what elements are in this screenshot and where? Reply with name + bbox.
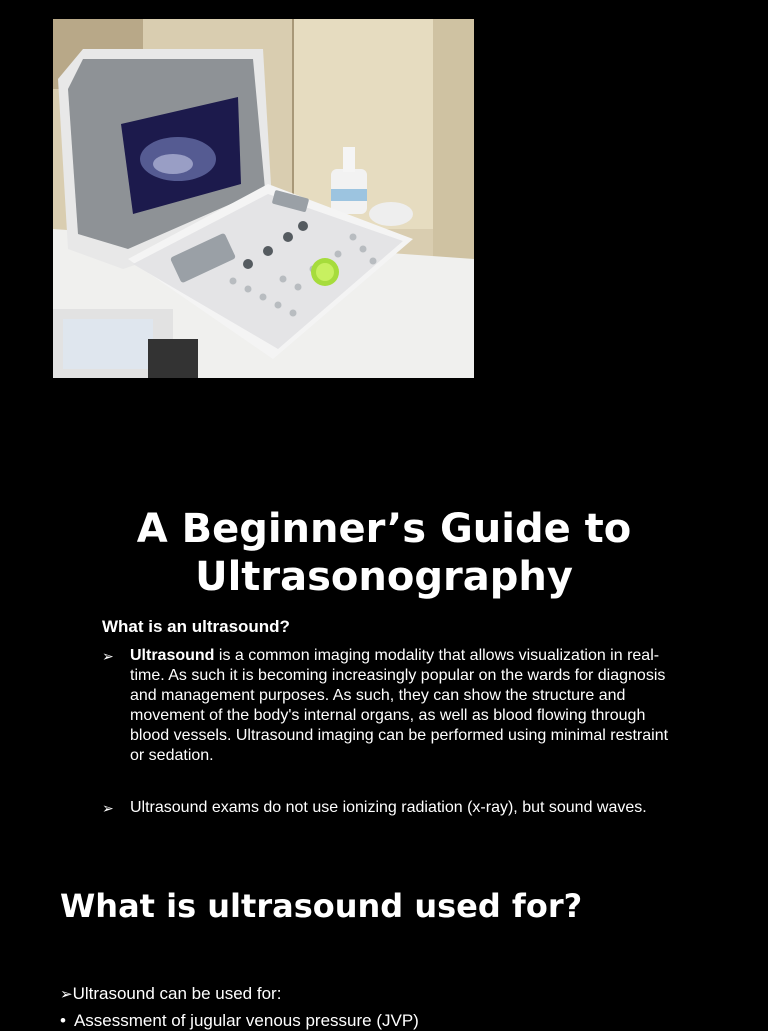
section-lead-text: Ultrasound can be used for: <box>72 984 282 1003</box>
intro-heading: What is an ultrasound? <box>102 617 290 636</box>
bullet-dot-icon: • <box>60 1011 66 1030</box>
list-item <box>102 798 672 818</box>
list-item <box>102 646 672 766</box>
ultrasound-machine-photo <box>53 19 474 378</box>
arrow-bullet-icon: ➢ <box>60 986 73 1003</box>
page-title: A Beginner’s Guide to Ultrasonography <box>136 506 632 600</box>
list-item-text: Assessment of jugular venous pressure (JVP) <box>73 1011 419 1030</box>
section-lead <box>60 984 281 1004</box>
bullet-text <box>130 646 672 766</box>
bullet-body: is a common imaging modality that allows visualization in real-time. As such it is becoming increasingly popular on the wards for diagnosis and management purposes. As such, they can show the structure and movement of the body's internal organs, as well as blood flowing through blood vessels. Ultrasound imaging can be performed using minimal restraint or sedation. <box>130 647 669 764</box>
bullet-body: Ultrasound exams do not use ionizing radiation (x-ray), but sound waves. <box>130 799 647 816</box>
arrow-bullet-icon: ➢ <box>102 800 114 816</box>
list-item <box>60 1011 419 1031</box>
section-heading: What is ultrasound used for? <box>60 887 583 925</box>
arrow-bullet-icon: ➢ <box>102 648 114 664</box>
bullet-bold-term: Ultrasound <box>130 647 215 664</box>
